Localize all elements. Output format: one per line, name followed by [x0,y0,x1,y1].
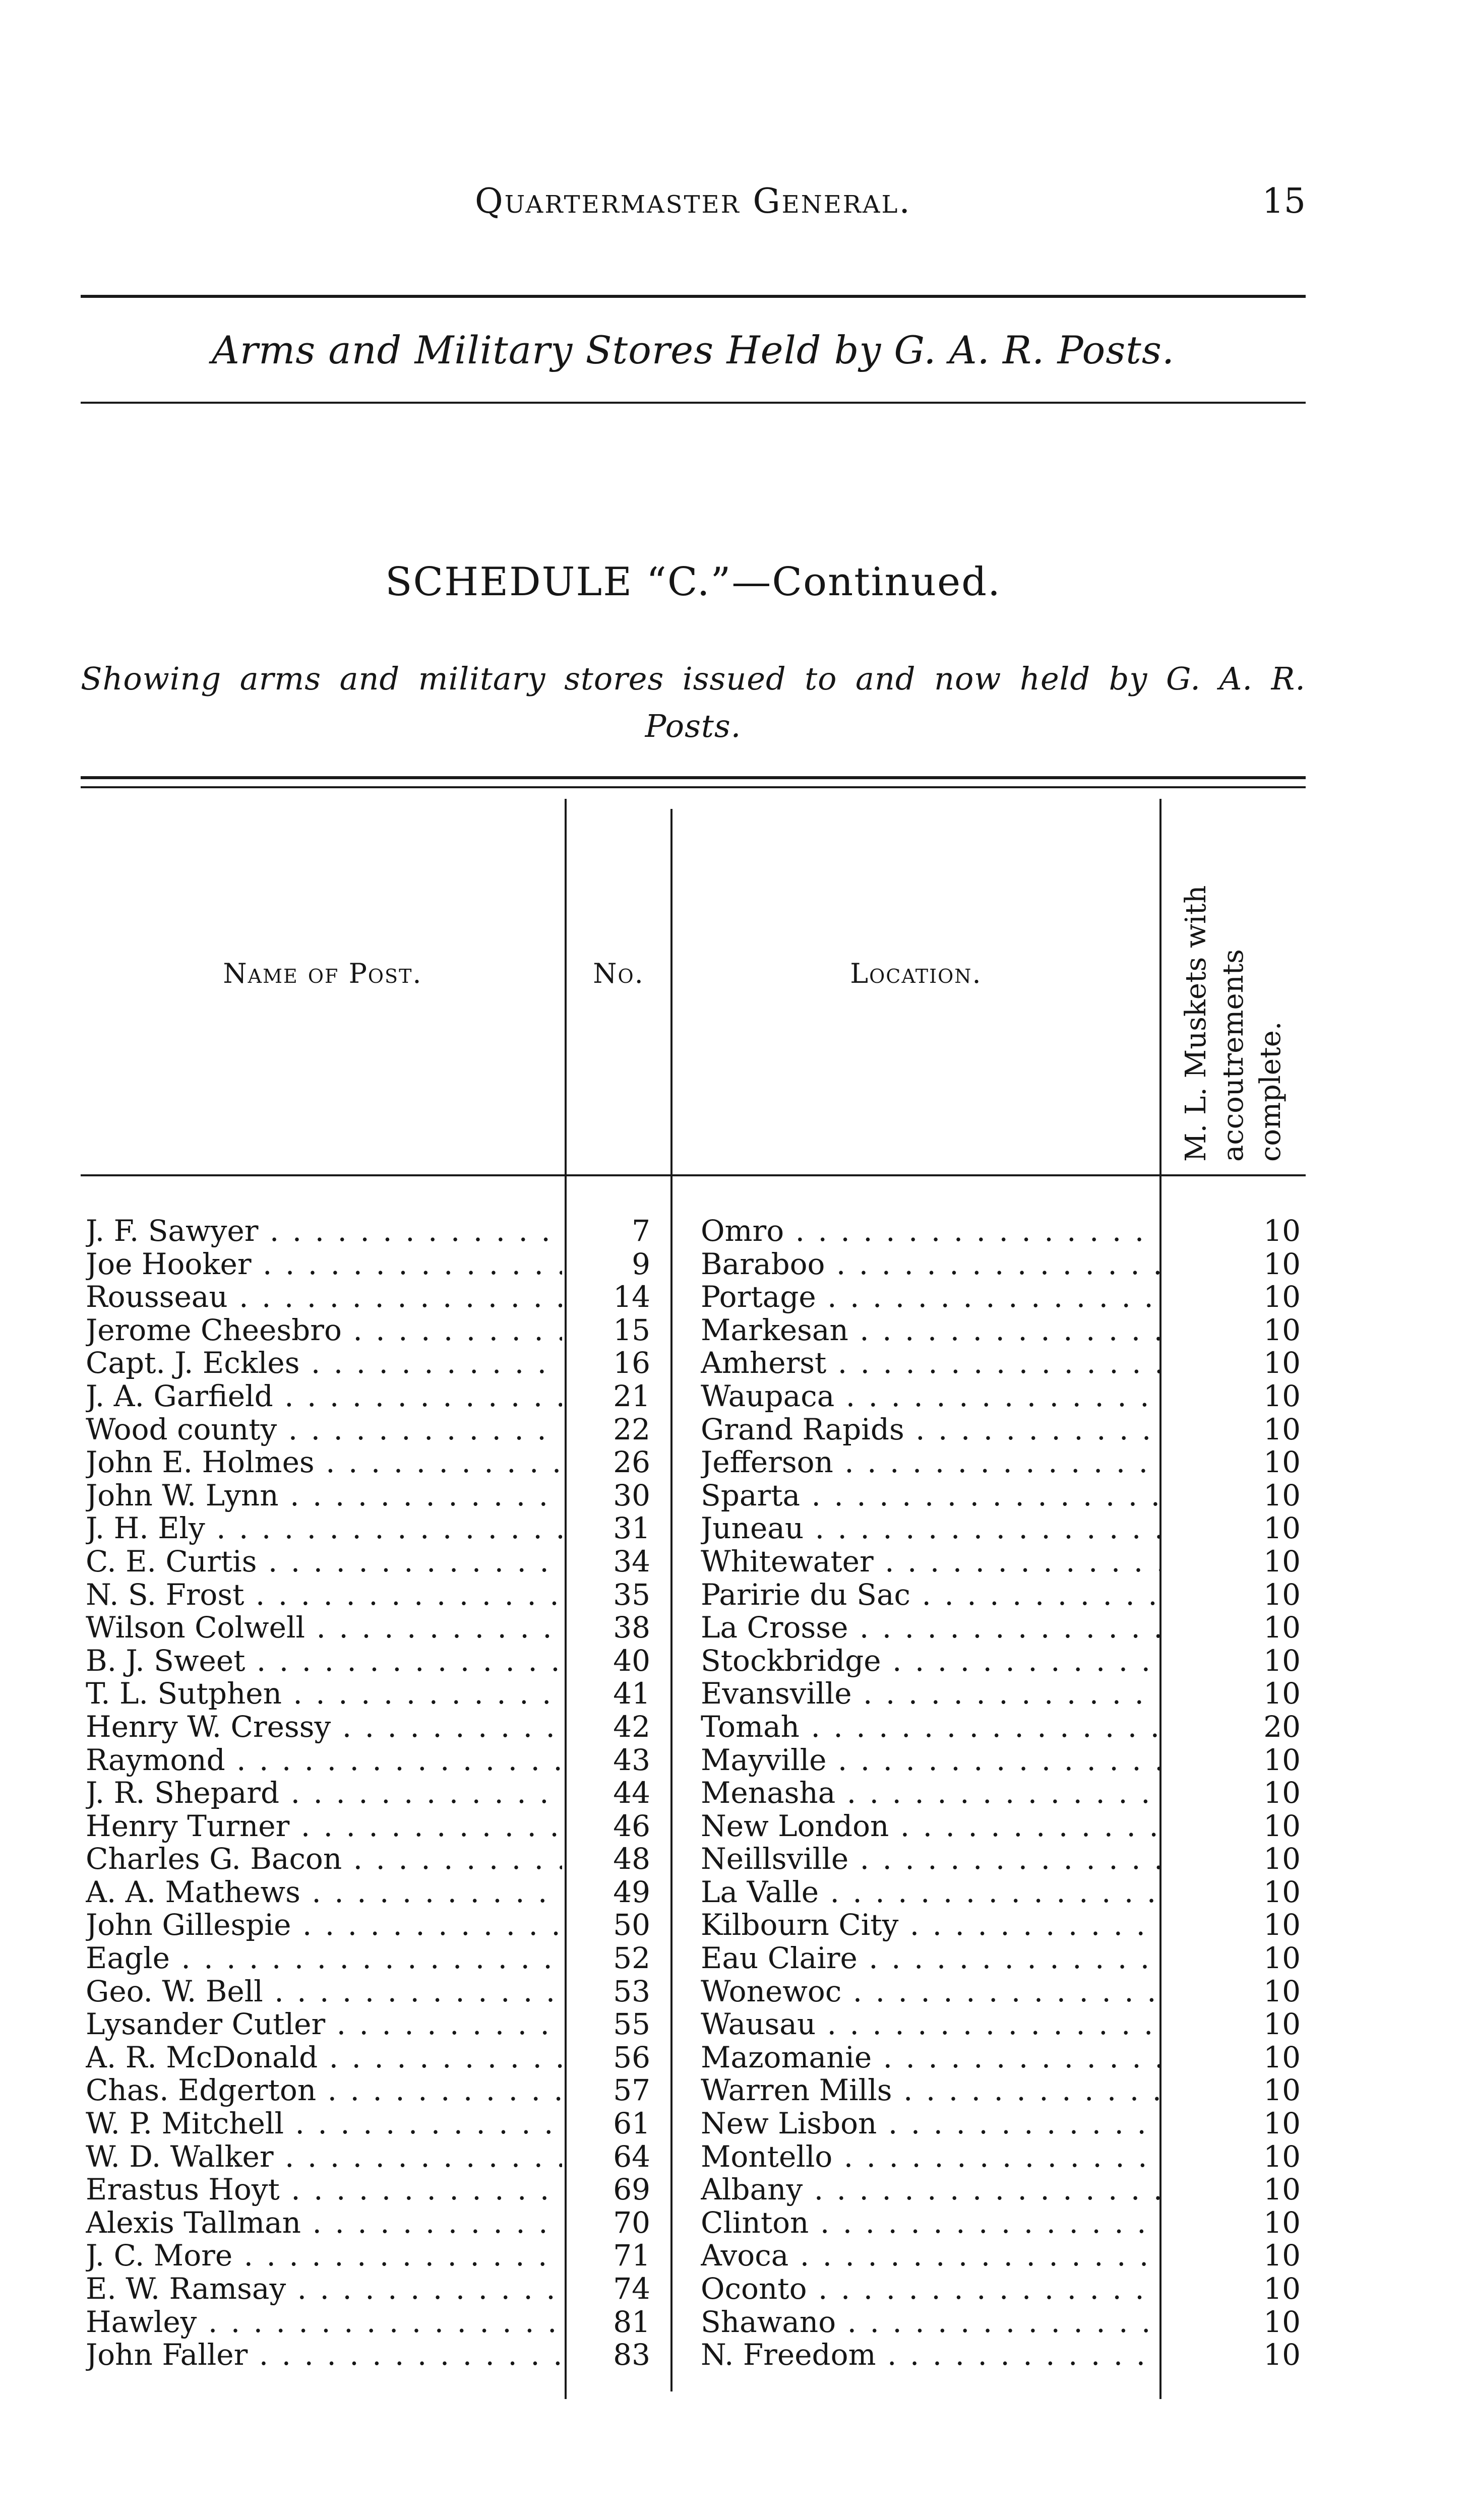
muskets-count: 10 [1263,1611,1301,1645]
header-muskets-cell [1161,801,1306,1169]
table-row [81,2339,1306,2372]
post-number: 41 [613,1677,650,1711]
post-name: J. H. Ely . . . [86,1512,562,1545]
post-location: Albany . . . [701,2173,1159,2207]
post-location: Juneau . . . [701,1512,1159,1545]
table-row [81,1777,1306,1810]
muskets-count: 10 [1263,1413,1301,1446]
table-row [81,1579,1306,1612]
post-number: 22 [613,1413,650,1446]
post-location: Wausau . . . [701,2008,1159,2041]
post-name: B. J. Sweet . . . [86,1645,562,1678]
post-name: Henry Turner . . . [86,1810,562,1843]
post-number: 81 [613,2305,650,2339]
post-number: 83 [613,2339,650,2372]
post-name: W. P. Mitchell . . . [86,2107,562,2140]
post-name: Eagle . . . [86,1942,562,1975]
post-number: 49 [613,1875,650,1909]
table-row [81,1711,1306,1744]
post-name: E. W. Ramsay . . . [86,2273,562,2306]
post-number: 40 [613,1644,650,1678]
post-name: Capt. J. Eckles . . . [86,1347,562,1380]
top-rule [81,295,1306,298]
post-location: Paririe du Sac . . . [701,1579,1159,1612]
running-title: Quartermaster General. [474,181,912,221]
post-location: Mazomanie . . . [701,2041,1159,2074]
post-location: Grand Rapids . . . [701,1413,1159,1446]
muskets-count: 10 [1263,1479,1301,1513]
post-number: 14 [613,1281,650,1314]
post-name: Wilson Colwell . . . [86,1611,562,1645]
muskets-count: 10 [1263,2140,1301,2174]
header-location: Location. [850,958,982,989]
post-number: 42 [613,1710,650,1744]
post-name: Joe Hooker . . . [86,1248,562,1281]
muskets-count: 10 [1263,1281,1301,1314]
post-location: N. Freedom . . . [701,2339,1159,2372]
muskets-count: 10 [1263,1875,1301,1909]
table-row [81,1281,1306,1314]
muskets-count: 10 [1263,2107,1301,2140]
table-row [81,1314,1306,1347]
muskets-count: 10 [1263,1644,1301,1678]
table-row [81,2239,1306,2273]
post-location: Sparta . . . [701,1479,1159,1513]
table-row [81,1512,1306,1545]
muskets-count: 10 [1263,2041,1301,2074]
table-row [81,1413,1306,1446]
muskets-count: 10 [1263,1942,1301,1975]
header-bottom-rule [81,1174,1306,1176]
post-number: 69 [613,2173,650,2207]
post-name: T. L. Sutphen . . . [86,1677,562,1711]
muskets-count: 10 [1263,2305,1301,2339]
muskets-count: 10 [1263,2239,1301,2273]
muskets-count: 10 [1263,1843,1301,1876]
post-location: Clinton . . . [701,2207,1159,2240]
muskets-count: 10 [1263,1777,1301,1810]
post-number: 46 [613,1809,650,1843]
table-row [81,1744,1306,1777]
table-row [81,2041,1306,2074]
post-location: Warren Mills . . . [701,2074,1159,2107]
table-top-rule-inner [81,786,1306,788]
post-location: Amherst . . . [701,1347,1159,1380]
post-location: Waupaca . . . [701,1380,1159,1413]
table-row [81,1446,1306,1479]
post-location: Portage . . . [701,1281,1159,1314]
muskets-count: 10 [1263,1743,1301,1777]
post-location: Jefferson . . . [701,1446,1159,1479]
post-name: J. A. Garfield . . . [86,1380,562,1413]
post-location: Kilbourn City . . . [701,1909,1159,1942]
post-name: John W. Lynn . . . [86,1479,562,1513]
post-number: 55 [613,2008,650,2041]
post-number: 31 [613,1512,650,1545]
post-name: Alexis Tallman . . . [86,2207,562,2240]
table-row [81,2140,1306,2174]
table-row [81,1677,1306,1711]
post-name: John Faller . . . [86,2339,562,2372]
post-name: J. R. Shepard . . . [86,1777,562,1810]
table-row [81,2273,1306,2306]
table-row [81,1380,1306,1413]
post-name: J. F. Sawyer . . . [86,1215,562,1248]
post-number: 21 [613,1379,650,1413]
post-name: John E. Holmes . . . [86,1446,562,1479]
muskets-count: 10 [1263,1677,1301,1711]
post-number: 52 [613,1942,650,1975]
post-location: Markesan . . . [701,1314,1159,1347]
post-location: Eau Claire . . . [701,1942,1159,1975]
table-row [81,1347,1306,1380]
subhead-rule [81,402,1306,404]
muskets-count: 10 [1263,2206,1301,2240]
muskets-count: 10 [1263,1379,1301,1413]
post-location: Evansville . . . [701,1677,1159,1711]
header-muskets: M. L. Muskets with accoutrements complete. [1180,885,1287,1162]
post-number: 70 [613,2206,650,2240]
post-location: New Lisbon . . . [701,2107,1159,2140]
post-number: 44 [613,1777,650,1810]
post-number: 57 [613,2074,650,2108]
post-number: 9 [632,1247,650,1281]
muskets-count: 10 [1263,1909,1301,1942]
post-name: Hawley . . . [86,2306,562,2339]
table-row [81,2107,1306,2140]
post-location: Neillsville . . . [701,1843,1159,1876]
post-name: Chas. Edgerton . . . [86,2074,562,2107]
muskets-count: 10 [1263,1545,1301,1579]
table-row [81,1942,1306,1975]
post-name: N. S. Frost . . . [86,1579,562,1612]
header-name-of-post: Name of Post. [223,958,422,989]
post-number: 15 [613,1313,650,1347]
post-location: Wonewoc . . . [701,1975,1159,2008]
muskets-count: 10 [1263,2339,1301,2372]
post-name: Jerome Cheesbro . . . [86,1314,562,1347]
post-name: Erastus Hoyt . . . [86,2173,562,2207]
page-number: 15 [1262,181,1306,221]
post-name: Raymond . . . [86,1744,562,1777]
muskets-count: 10 [1263,1512,1301,1545]
table-row [81,1545,1306,1579]
post-number: 35 [613,1578,650,1612]
post-number: 74 [613,2273,650,2306]
table-body [81,1215,1306,2372]
post-name: W. D. Walker . . . [86,2140,562,2174]
post-location: Shawano . . . [701,2306,1159,2339]
post-number: 61 [613,2107,650,2140]
post-name: Charles G. Bacon . . . [86,1843,562,1876]
muskets-count: 10 [1263,2273,1301,2306]
post-location: Oconto . . . [701,2273,1159,2306]
muskets-count: 10 [1263,1215,1301,1248]
post-name: Lysander Cutler . . . [86,2008,562,2041]
muskets-count: 10 [1263,1975,1301,2008]
muskets-count: 10 [1263,1347,1301,1380]
table-row [81,1810,1306,1843]
post-name: C. E. Curtis . . . [86,1545,562,1579]
table-row [81,2306,1306,2339]
table-row [81,2074,1306,2107]
post-location: Stockbridge . . . [701,1645,1159,1678]
header-no: No. [593,958,644,989]
post-number: 48 [613,1843,650,1876]
post-location: Omro . . . [701,1215,1159,1248]
post-name: A. A. Mathews . . . [86,1876,562,1909]
muskets-count: 10 [1263,2173,1301,2207]
post-name: Henry W. Cressy . . . [86,1711,562,1744]
table-row [81,1975,1306,2008]
post-number: 43 [613,1743,650,1777]
post-location: New London . . . [701,1810,1159,1843]
table-row [81,1843,1306,1876]
post-name: A. R. McDonald . . . [86,2041,562,2074]
muskets-count: 10 [1263,1313,1301,1347]
post-number: 38 [613,1611,650,1645]
post-location: La Valle . . . [701,1876,1159,1909]
section-subhead: Arms and Military Stores Held by G. A. R. Posts. [211,328,1175,372]
post-location: Montello . . . [701,2140,1159,2174]
table-row [81,1611,1306,1645]
table-row [81,1876,1306,1909]
table-row [81,1909,1306,1942]
muskets-count: 10 [1263,1247,1301,1281]
schedule-title: SCHEDULE “C.”—Continued. [385,559,1001,605]
muskets-count: 10 [1263,2074,1301,2108]
post-number: 64 [613,2140,650,2174]
post-location: Whitewater . . . [701,1545,1159,1579]
post-number: 71 [613,2239,650,2273]
muskets-count: 10 [1263,2008,1301,2041]
post-location: La Crosse . . . [701,1611,1159,1645]
post-number: 7 [632,1215,650,1248]
table-row [81,2173,1306,2207]
post-number: 50 [613,1909,650,1942]
post-number: 34 [613,1545,650,1579]
table-row [81,1479,1306,1513]
post-name: Rousseau . . . [86,1281,562,1314]
post-name: Wood county . . . [86,1413,562,1446]
post-name: John Gillespie . . . [86,1909,562,1942]
muskets-count: 10 [1263,1578,1301,1612]
post-number: 30 [613,1479,650,1513]
table-row [81,1215,1306,1248]
post-location: Avoca . . . [701,2239,1159,2273]
post-number: 16 [613,1347,650,1380]
post-location: Menasha . . . [701,1777,1159,1810]
post-location: Tomah . . . [701,1711,1159,1744]
table-row [81,2207,1306,2240]
post-location: Mayville . . . [701,1744,1159,1777]
post-number: 26 [613,1446,650,1479]
running-head [81,181,1306,232]
schedule-caption: Showing arms and military stores issued to and now held by G. A. R. Posts. [81,660,1306,744]
muskets-count: 10 [1263,1809,1301,1843]
table-row [81,1645,1306,1678]
muskets-count: 20 [1263,1710,1301,1744]
post-number: 56 [613,2041,650,2074]
table-row [81,1248,1306,1281]
table-top-rule [81,776,1306,779]
post-name: Geo. W. Bell . . . [86,1975,562,2008]
muskets-count: 10 [1263,1446,1301,1479]
table-row [81,2008,1306,2041]
post-number: 53 [613,1975,650,2008]
post-location: Baraboo . . . [701,1248,1159,1281]
post-name: J. C. More . . . [86,2239,562,2273]
